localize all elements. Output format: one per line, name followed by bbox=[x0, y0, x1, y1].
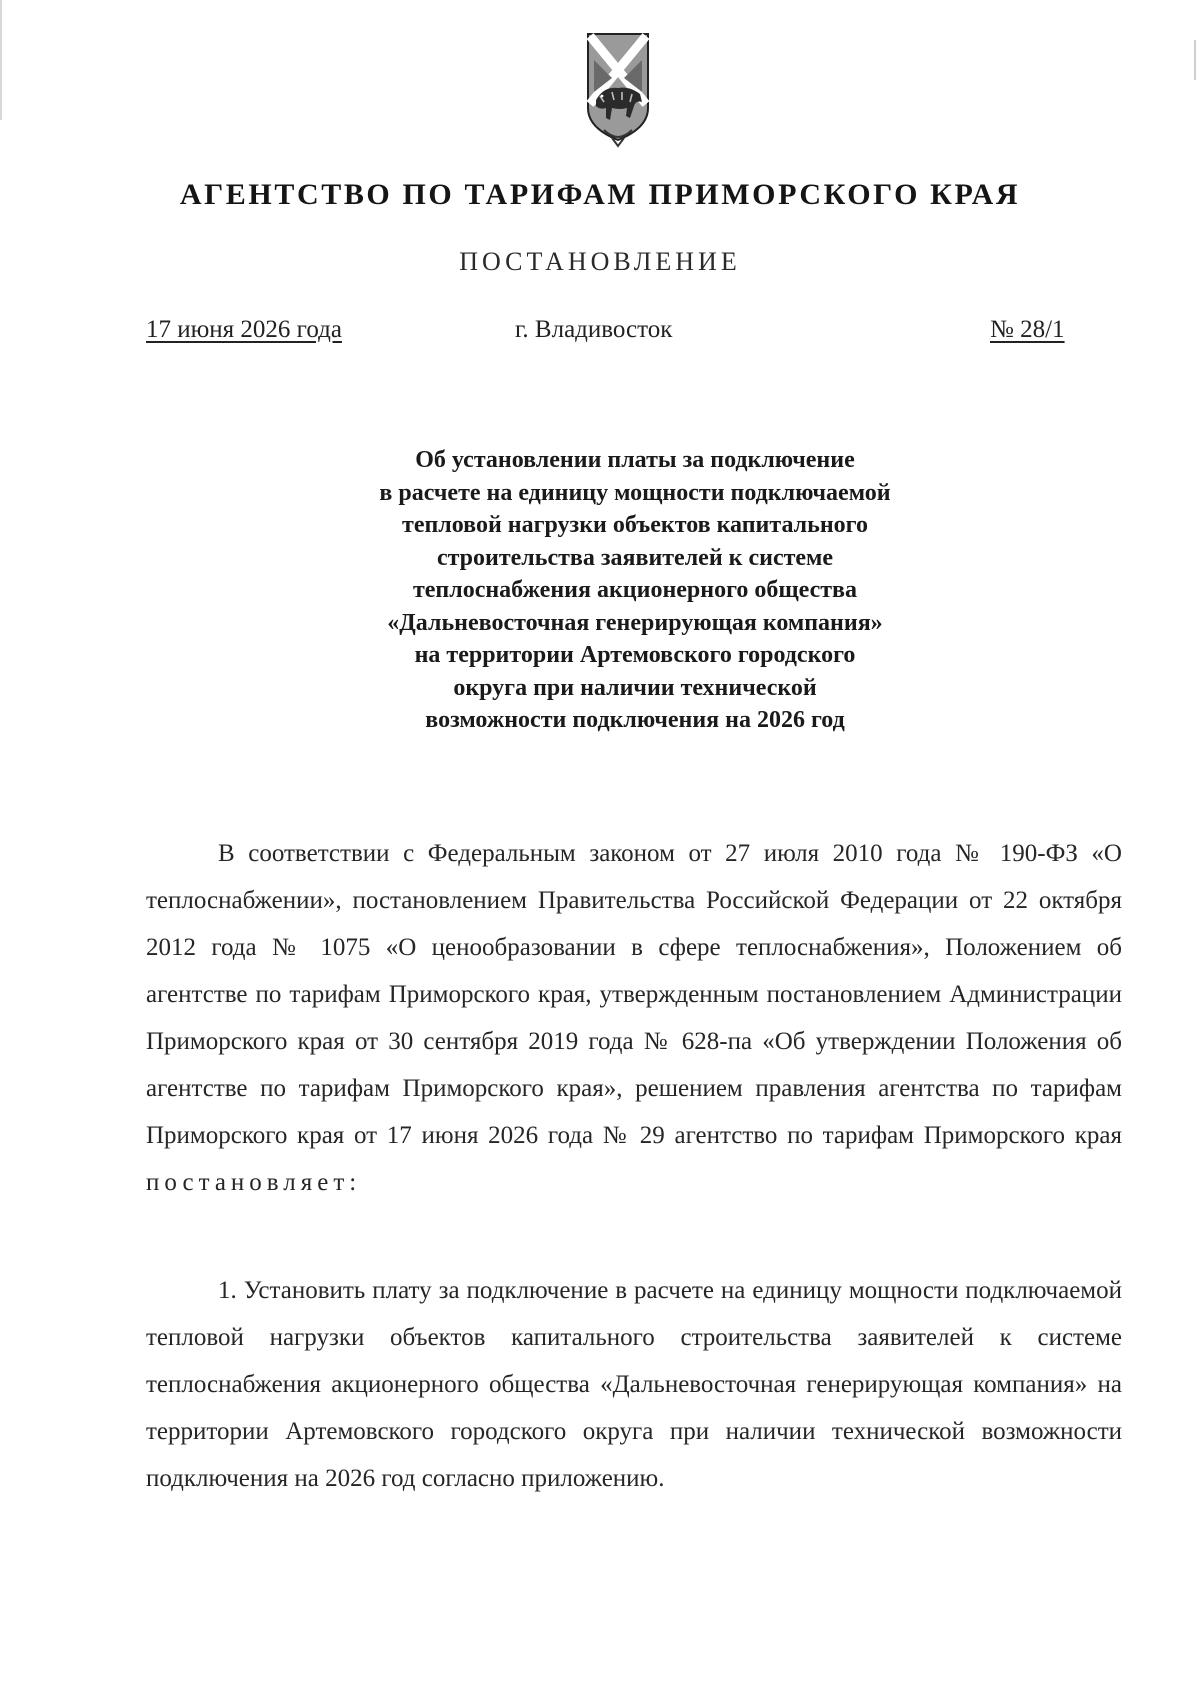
document-type: ПОСТАНОВЛЕНИЕ bbox=[459, 247, 741, 276]
preamble-paragraph bbox=[146, 830, 1122, 1206]
title-line: строительства заявителей к системе bbox=[436, 544, 834, 571]
scan-edge-mark bbox=[1194, 40, 1196, 80]
primorsky-krai-coat-of-arms-icon bbox=[582, 30, 654, 148]
title-line: теплоснабжения акционерного общества bbox=[412, 577, 858, 603]
title-line: тепловой нагрузки объектов капитального bbox=[402, 512, 868, 538]
document-number: № 28/1 bbox=[990, 316, 1065, 343]
scan-edge-mark bbox=[0, 0, 2, 120]
title-line: «Дальневосточная генерирующая компания» bbox=[387, 609, 883, 636]
document-date: 17 июня 2026 года bbox=[146, 316, 342, 343]
preamble-text: В соответствии с Федеральным законом от 27 июля 2010 года № 190-ФЗ «О теплоснабжении», постановлением Правительства Российской Федерации от 22 октября 2012 года № 1075 «О ценообразовании в сфере теплоснабжения», Положением об агентстве по тарифам Приморского края, утвержденным постановлением Администрации Приморского края от 30 сентября 2019 года № 628-па «Об утверждении Положения об агентстве по тарифам Приморского края», решением правления агентства по тарифам Приморского края от 17 июня 2026 года № 29 агентство по тарифам Приморского края bbox=[146, 840, 1122, 1149]
title-line: возможности подключения на 2026 год bbox=[425, 707, 845, 733]
agency-name: АГЕНТСТВО ПО ТАРИФАМ ПРИМОРСКОГО КРАЯ bbox=[179, 178, 1021, 211]
title-line: в расчете на единицу мощности подключаемой bbox=[379, 479, 891, 506]
title-line: Об установлении платы за подключение bbox=[415, 447, 855, 473]
item-1-text: 1. Установить плату за подключение в расчете на единицу мощности подключаемой тепловой нагрузки объектов капитального строительства заявителей к системе теплоснабжения акционерного общества «Дальневосточная генерирующая компания» на территории Артемовского городского округа при наличии технической возможности подключения на 2026 год согласно приложению. bbox=[146, 1277, 1122, 1492]
document-title bbox=[0, 444, 1200, 737]
title-line: на территории Артемовского городского bbox=[414, 642, 856, 668]
title-line: округа при наличии технической bbox=[453, 674, 817, 701]
resolves-word: постановляет: bbox=[146, 1169, 362, 1196]
document-city: г. Владивосток bbox=[515, 316, 673, 343]
item-1-paragraph bbox=[146, 1267, 1122, 1502]
